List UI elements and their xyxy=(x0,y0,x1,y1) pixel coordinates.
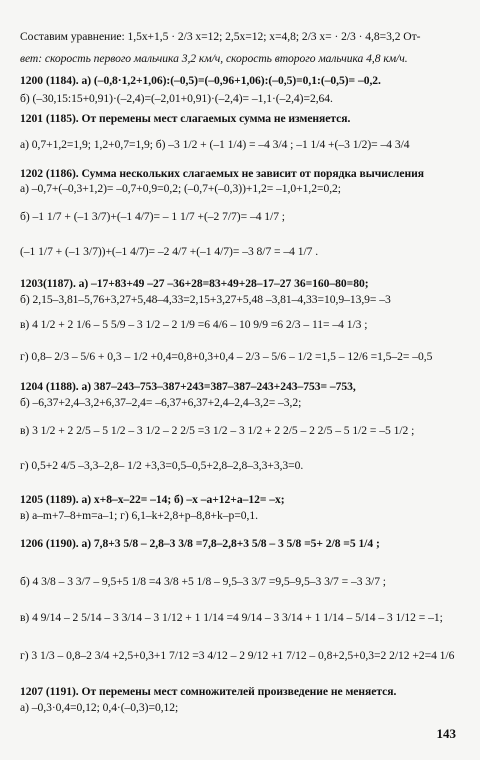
exercise-1204-line-b: б) –6,37+2,4–3,2+6,37–2,4= –6,37+6,37+2,4–2,4–3,2= –3,2; xyxy=(20,396,302,409)
text-line: вет: скорость первого мальчика 3,2 км/ч, скорость второго мальчика 4,8 км/ч. xyxy=(20,52,408,65)
text-line: Составим уравнение: 1,5x+1,5 · 2/3 x=12; 2,5x=12; x=4,8; 2/3 x= · 2/3 · 4,8=3,2 От- xyxy=(20,30,421,43)
exercise-1203-line-a: 1203(1187). а) –17+83+49 –27 –36+28=83+49+28–17–27 36=160–80=80; xyxy=(20,277,369,290)
exercise-1204-line-a: 1204 (1188). а) 387–243–753–387+243=387–387–243+243–753= –753, xyxy=(20,380,356,393)
exercise-1206-line-c: в) 4 9/14 – 2 5/14 – 3 3/14 – 3 1/12 + 1 1/14 =4 9/14 – 3 3/14 + 1 1/14 – 5/14 – 3 1/12 = –1; xyxy=(20,611,443,624)
exercise-1207-line-a: а) –0,3·0,4=0,12; 0,4·(–0,3)=0,12; xyxy=(20,701,179,714)
exercise-1203-line-c: в) 4 1/2 + 2 1/6 – 5 5/9 – 3 1/2 – 2 1/9 =6 4/6 – 10 9/9 =6 2/3 – 11= –4 1/3 ; xyxy=(20,318,368,331)
exercise-1200-line-1: 1200 (1184). а) (–0,8·1,2+1,06):(–0,5)=(–0,96+1,06):(–0,5)=0,1:(–0,5)= –0,2. xyxy=(20,74,381,87)
exercise-1206-line-d: г) 3 1/3 – 0,8–2 3/4 +2,5+0,3+1 7/12 =3 4/12 – 2 9/12 +1 7/12 – 0,8+2,5+0,3=2 2/12 +2=4 1/6 xyxy=(20,649,455,662)
exercise-1204-line-c: в) 3 1/2 + 2 2/5 – 5 1/2 – 3 1/2 – 2 2/5 =3 1/2 – 3 1/2 + 2 2/5 – 2 2/5 – 5 1/2 = –5 1/2 ; xyxy=(20,424,415,437)
exercise-1205-line-a: 1205 (1189). а) x+8–x–22= –14; б) –x –a+12+a–12= –x; xyxy=(20,493,285,506)
exercise-1206-line-a: 1206 (1190). а) 7,8+3 5/8 – 2,8–3 3/8 =7,8–2,8+3 5/8 – 3 5/8 =5+ 2/8 =5 1/4 ; xyxy=(20,537,380,550)
exercise-1207-heading: 1207 (1191). От перемены мест сомножителей произведение не меняется. xyxy=(20,685,397,698)
exercise-1202-line-a: а) –0,7+(–0,3+1,2)= –0,7+0,9=0,2; (–0,7+(–0,3))+1,2= –1,0+1,2=0,2; xyxy=(20,182,341,195)
page-number: 143 xyxy=(436,726,456,741)
exercise-1202-line-b: б) –1 1/7 + (–1 3/7)+(–1 4/7)= – 1 1/7 +(–2 7/7)= –4 1/7 ; xyxy=(20,210,285,223)
exercise-1201-heading: 1201 (1185). От перемены мест слагаемых сумма не изменяется. xyxy=(20,112,351,125)
exercise-1203-line-b: б) 2,15–3,81–5,76+3,27+5,48–4,33=2,15+3,27+5,48 –3,81–4,33=10,9–13,9= –3 xyxy=(20,293,391,306)
exercise-1200-line-2: б) (–30,15:15+0,91)·(–2,4)=(–2,01+0,91)·(–2,4)= –1,1·(–2,4)=2,64. xyxy=(20,92,333,105)
exercise-1206-line-b: б) 4 3/8 – 3 3/7 – 9,5+5 1/8 =4 3/8 +5 1/8 – 9,5–3 3/7 =9,5–9,5–3 3/7 = –3 3/7 ; xyxy=(20,575,386,588)
exercise-1205-line-b: в) a–m+7–8+m=a–1; г) 6,1–k+2,8+p–8,8+k–p=0,1. xyxy=(20,509,258,522)
exercise-1203-line-d: г) 0,8– 2/3 – 5/6 + 0,3 – 1/2 +0,4=0,8+0,3+0,4 – 2/3 – 5/6 – 1/2 =1,5 – 12/6 =1,5–2= –0,5 xyxy=(20,350,433,363)
exercise-1204-line-d: г) 0,5+2 4/5 –3,3–2,8– 1/2 +3,3=0,5–0,5+2,8–2,8–3,3+3,3=0. xyxy=(20,459,304,472)
exercise-1202-heading: 1202 (1186). Сумма нескольких слагаемых не зависит от порядка вычисления xyxy=(20,167,424,180)
exercise-1202-line-b2: (–1 1/7 + (–1 3/7))+(–1 4/7)= –2 4/7 +(–1 4/7)= –3 8/7 = –4 1/7 . xyxy=(20,245,319,258)
exercise-1201-line: а) 0,7+1,2=1,9; 1,2+0,7=1,9; б) –3 1/2 + (–1 1/4) = –4 3/4 ; –1 1/4 +(–3 1/2)= –4 3/4 xyxy=(20,138,410,151)
